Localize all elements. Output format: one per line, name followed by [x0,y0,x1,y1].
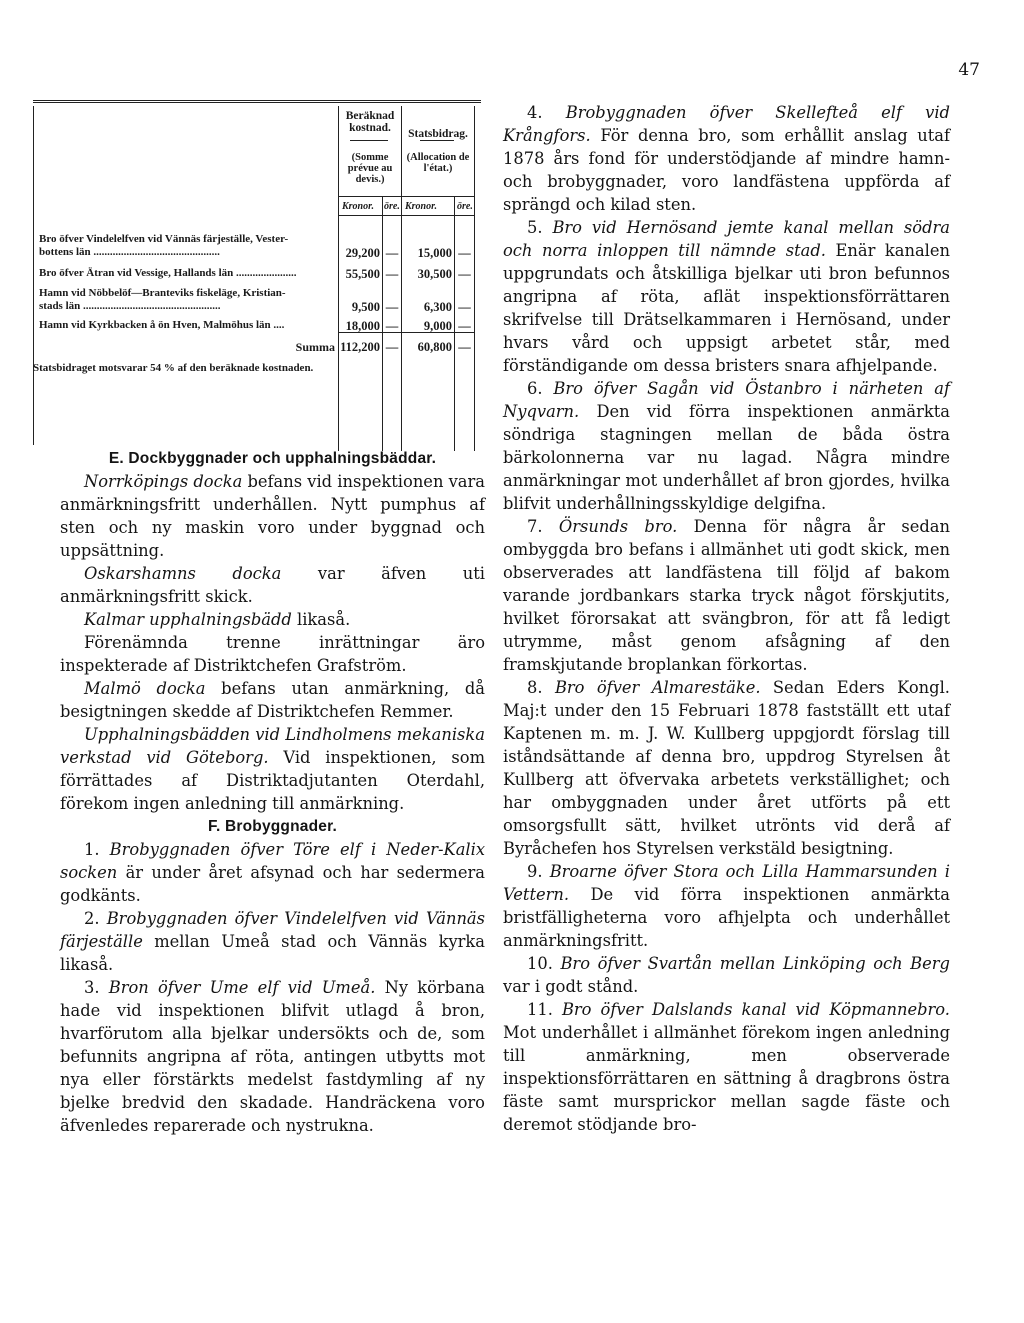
numbered-paragraph [60,907,485,976]
page-number: 47 [958,60,980,80]
paragraph-lead: Brobyggnaden öfver Töre elf i Neder-Kalix socken [60,840,485,882]
header-grant-fr: (Allocation de l'état.) [406,152,470,175]
row-grant: 30,500 [417,267,452,281]
numbered-paragraph [60,838,485,907]
item-number: 11. [527,1000,553,1019]
section-heading-f: F. Brobyggnader. [208,818,337,835]
header-cost-rule [350,140,388,141]
paragraph-text: Denna för några år sedan ombyggda bro befans i allmänhet uti godt skick, men observerades att landfästena till följd af bakom varande jordbankars starka tryck något förskjutits, hvilket förorsakat att svängbron, för att få ledigt utrymme, måst genom afsågning af den framskjutande broplankan förkortas. [503,517,950,674]
row-label-line: Hamn vid Nöbbelöf—Branteviks fiskeläge, Kristian- [39,287,286,299]
paragraph-lead: Oskarshamns docka [84,564,282,583]
header-grant: Statsbidrag. [408,128,468,140]
table-rule [338,196,474,197]
paragraph-text: Mot underhållet i allmänhet förekom ingen anledning till anmärkning, men observerade inspektionsförrättaren en sättning å dragbrons östra fäste samt mursprickor mellan sagde fäste och deremot stödjande bro- [503,1023,950,1134]
paragraph-lead: Bron öfver Ume elf vid Umeå. [108,978,376,997]
numbered-paragraph [503,676,950,860]
row-grant-ore: — [458,319,471,333]
paragraph-lead: Norrköpings docka [84,472,243,491]
row-grant-ore: — [458,246,471,260]
paragraph-lead: Malmö docka [84,679,206,698]
item-number: 7. [527,517,543,536]
table-rule [338,215,474,216]
row-grant-ore: — [458,267,471,281]
paragraph [60,608,485,631]
numbered-paragraph [503,998,950,1136]
row-cost-ore: — [385,267,399,281]
row-label-line: Bro öfver Vindelelfven vid Vännäs färjeställe, Vester- [39,233,289,245]
row-cost: 18,000 [345,319,380,333]
left-column [60,447,485,1137]
table-top-rule [33,100,481,107]
paragraph [60,677,485,723]
table-divider [474,106,475,451]
paragraph-lead: Bro öfver Svartån mellan Linköping och Berg [560,954,950,973]
paragraph-text: är under året afsynad och har sedermera godkänts. [60,863,485,905]
table-row-label [39,287,331,313]
sum-grant: 60,800 [417,340,452,354]
paragraph-text: mellan Umeå stad och Vännäs kyrka likaså. [60,932,485,974]
paragraph-text: Vid inspektionen, som förrättades af Distriktadjutanten Oterdahl, förekom ingen anledning till anmärkning. [60,748,486,813]
paragraph-lead: Bro öfver Dalslands kanal vid Köpmannebro. [561,1000,950,1019]
paragraph-text: likaså. [291,610,351,629]
paragraph-lead: Bro öfver Almarestäke. [554,678,761,697]
row-cost-ore: — [385,246,399,260]
row-label-text: Bro öfver Ätran vid Vessige, Hallands län [39,267,234,279]
numbered-paragraph [503,216,950,377]
table-note: Statsbidraget motsvarar 54 % af den beräknade kostnaden. [33,362,314,374]
paragraph-lead: Bro öfver Sagån vid Östanbro i närheten af Nyqvarn. [503,379,950,421]
section-heading-e: E. Dockbyggnader och upphalningsbäddar. [108,450,437,467]
row-grant-ore: — [458,300,471,314]
numbered-paragraph [503,101,950,216]
table-row-label: Hamn vid Kyrkbacken å ön Hven, Malmöhus län .... [39,319,285,331]
paragraph-text: Enär kanalen uppgrundats och åtskilliga bjelkar uti bron befunnos angripna af röta, aflät inspektionsförrättaren skrifvelse till Drätselkammaren i Hernösand, under hvars vård och uppsigt arbetet står, med förständigande om dessa bristers snara afhjelpande. [503,241,950,375]
right-column [503,101,950,1136]
item-number: 1. [84,840,100,859]
row-cost-ore: — [385,300,399,314]
paragraph-lead: Brobyggnaden öfver Skellefteå elf vid Krångfors. [503,103,950,145]
paragraph-text: För denna bro, som erhållit anslag utaf 1878 års fond för understödjande af mindre hamn- och brobyggnader, voro landfästena uppförda af sprängd och kilad sten. [503,126,950,214]
table-left-rule [33,106,34,445]
row-label-text: stads län [39,300,81,313]
paragraph-text: De vid förra inspektionen anmärkta bristfälligheterna voro afhjelpta och underhållet anmärkningsfritt. [503,885,950,950]
paragraph-lead: Brobyggnaden öfver Vindelelfven vid Vännäs färjeställe [60,909,485,951]
paragraph-text: Den vid förra inspektionen anmärkta söndriga stagningen mellan de båda östra bärkolonnerna var nu lagad. Några mindre anmärkningar mot underhållet af bron gjordes, hvilka blifvit underhållningsskyldige delgifna. [503,402,950,513]
table-row-label [39,233,331,259]
row-cost: 9,500 [351,300,380,314]
paragraph-lead: Upphalningsbädden vid Lindholmens mekaniska verkstad vid Göteborg. [60,725,485,767]
paragraph-lead: Bro vid Hernösand jemte kanal mellan södra och norra inloppen till nämnde stad. [503,218,950,260]
paragraph-text: befans utan anmärkning, då besigtningen skedde af Distriktchefen Remmer. [60,679,485,721]
paragraph-text: var i godt stånd. [503,977,639,996]
row-label-text: Hamn vid Kyrkbacken å ön Hven, Malmöhus län [39,319,271,331]
item-number: 5. [527,218,543,237]
numbered-paragraph [60,976,485,1137]
item-number: 4. [527,103,543,122]
paragraph-lead: Broarne öfver Stora och Lilla Hammarsunden i Vettern. [503,862,950,904]
row-cost-ore: — [385,319,399,333]
numbered-paragraph [503,515,950,676]
row-cost: 29,200 [345,246,380,260]
row-label-text: bottens län [39,246,91,259]
paragraph-lead: Kalmar upphalningsbädd [84,610,292,629]
paragraph-text: var äfven uti anmärkningsfritt skick. [60,564,485,606]
item-number: 2. [84,909,100,928]
sum-label: Summa [295,340,335,354]
paragraph [60,723,485,815]
numbered-paragraph [503,952,950,998]
numbered-paragraph [503,377,950,515]
numbered-paragraph [503,860,950,952]
item-number: 9. [527,862,543,881]
paragraph: Förenämnda trenne inrättningar äro inspekterade af Distriktchefen Grafström. [60,633,485,675]
paragraph-text: befans vid inspektionen vara anmärkningsfritt underhållen. Nytt pumphus af sten och ny maskin voro under byggnad och uppsättning. [60,472,486,560]
sum-grant-ore: — [458,340,471,354]
item-number: 8. [527,678,543,697]
item-number: 3. [84,978,100,997]
paragraph-text: Ny körbana hade vid inspektionen blifvit utlagd å bron, hvarförutom alla bjelkar undersökts och de, som befunnits angripna af röta, antingen utbytts mot nya eller förstärkts medelst fastdymling af ny bjelke bredvid den skadade. Handräckena voro äfvenledes reparerade och nystrukna. [60,978,485,1135]
paragraph [60,470,485,562]
row-label-line: stads län .................................................. [39,300,221,313]
row-grant: 15,000 [417,246,452,260]
header-cost: Beräknad kostnad. [345,110,395,135]
sum-cost: 112,200 [340,340,380,354]
sum-cost-ore: — [385,340,399,354]
header-cost-fr: (Somme prévue au devis.) [347,152,393,186]
unit-kronor: Kronor. [342,201,374,212]
row-label-line: bottens län .............................................. [39,246,220,259]
paragraph [60,562,485,608]
row-grant: 9,000 [423,319,452,333]
item-number: 10. [527,954,553,973]
header-grant-rule [420,140,454,141]
paragraph-text: Sedan Eders Kongl. Maj:t under den 15 Februari 1878 fastställt ett utaf Kaptenen m. m. J. W. Kullberg uppgjordt förslag till iståndsättande af denna bro, uppdrog Styrelsen åt Kullberg att öfvervaka arbetets verkställighet; och har ombyggnaden under året utförts på ett omsorgsfullt sätt, hvilket utrönts vid derå af Byråchefen hos Styrelsen verkstäld besigtning. [503,678,950,858]
unit-ore: öre. [457,201,473,212]
row-grant: 6,300 [423,300,452,314]
table-row-label: Bro öfver Ätran vid Vessige, Hallands län ...................... [39,267,297,279]
unit-kronor: Kronor. [405,201,437,212]
row-cost: 55,500 [345,267,380,281]
unit-ore: öre. [384,201,400,212]
item-number: 6. [527,379,543,398]
paragraph-lead: Örsunds bro. [558,517,678,536]
